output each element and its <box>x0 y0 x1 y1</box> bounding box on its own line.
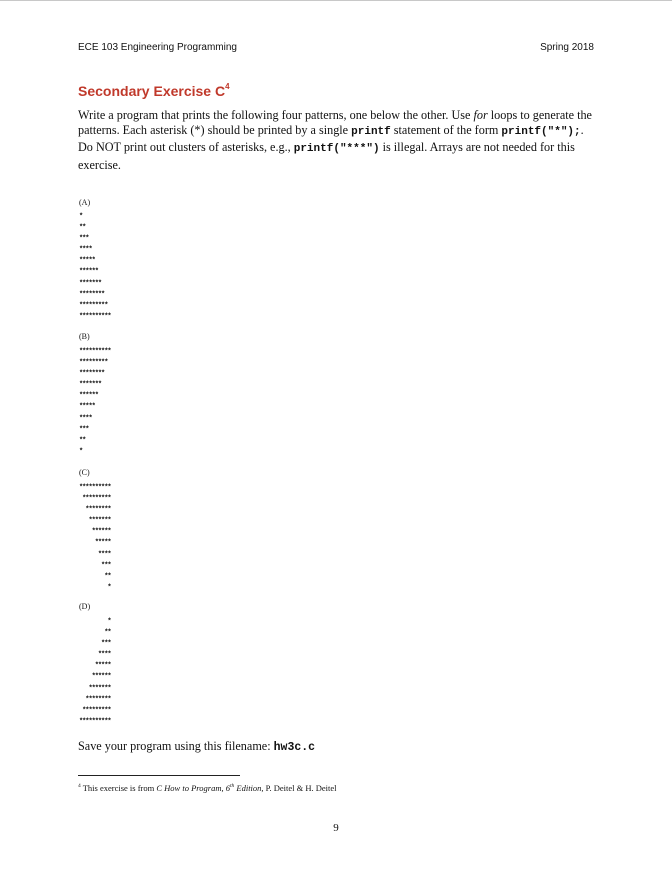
pattern-a: * ** *** **** ***** ****** ******* ******** ********* ********** <box>79 213 111 321</box>
header-term: Spring 2018 <box>540 42 594 53</box>
pattern-b-label: (B) <box>79 332 90 341</box>
footnote-authors: , P. Deitel & H. Deitel <box>261 783 337 793</box>
pattern-b: ********** ********* ******** ******* ****** ***** **** *** ** * <box>79 348 111 456</box>
pattern-d: * ** *** **** ***** ****** ******* ******** ********* ********** <box>79 618 111 726</box>
footnote-edition-sup: th <box>229 783 235 790</box>
code-printf-star: printf("*"); <box>501 126 581 139</box>
intro-text: . Do NOT print out clusters of asterisks, e.g., <box>78 123 584 155</box>
footnote-book <box>156 783 261 793</box>
pattern-c: ********** ********* ******** ******* ****** ***** **** *** ** * <box>79 484 111 592</box>
intro-text: loops to generate the patterns. Each asterisk (*) should be printed by a single <box>78 108 592 138</box>
footnote-number: 4 <box>78 783 81 790</box>
page-number: 9 <box>333 822 339 834</box>
exercise-title <box>78 83 230 99</box>
intro-text: Write a program that prints the following four patterns, one below the other. Use <box>78 108 474 122</box>
pattern-c-label: (C) <box>79 468 90 477</box>
intro-text: statement of the form <box>390 123 502 138</box>
footnote <box>78 783 337 793</box>
footnote-book-tail: Edition <box>234 783 262 793</box>
exercise-title-text: Secondary Exercise C <box>78 83 226 99</box>
pattern-a-label: (A) <box>79 198 91 207</box>
save-text: Save your program using this filename: <box>78 739 274 753</box>
code-printf: printf <box>351 126 391 139</box>
footnote-text: This exercise is from <box>80 783 157 793</box>
intro-text: is illegal. Arrays are not needed for this exercise. <box>78 140 575 172</box>
code-printf-cluster: printf("***") <box>293 143 380 156</box>
footnote-mark: 4 <box>225 82 230 92</box>
save-instruction <box>78 739 315 754</box>
footnote-divider <box>78 775 240 776</box>
header-course: ECE 103 Engineering Programming <box>78 42 237 53</box>
intro-paragraph <box>78 108 598 173</box>
footnote-book-title: C How to Program, 6 <box>156 783 230 793</box>
save-filename: hw3c.c <box>273 741 316 754</box>
pattern-d-label: (D) <box>79 602 91 611</box>
top-border <box>0 0 672 1</box>
intro-for: for <box>473 108 488 122</box>
